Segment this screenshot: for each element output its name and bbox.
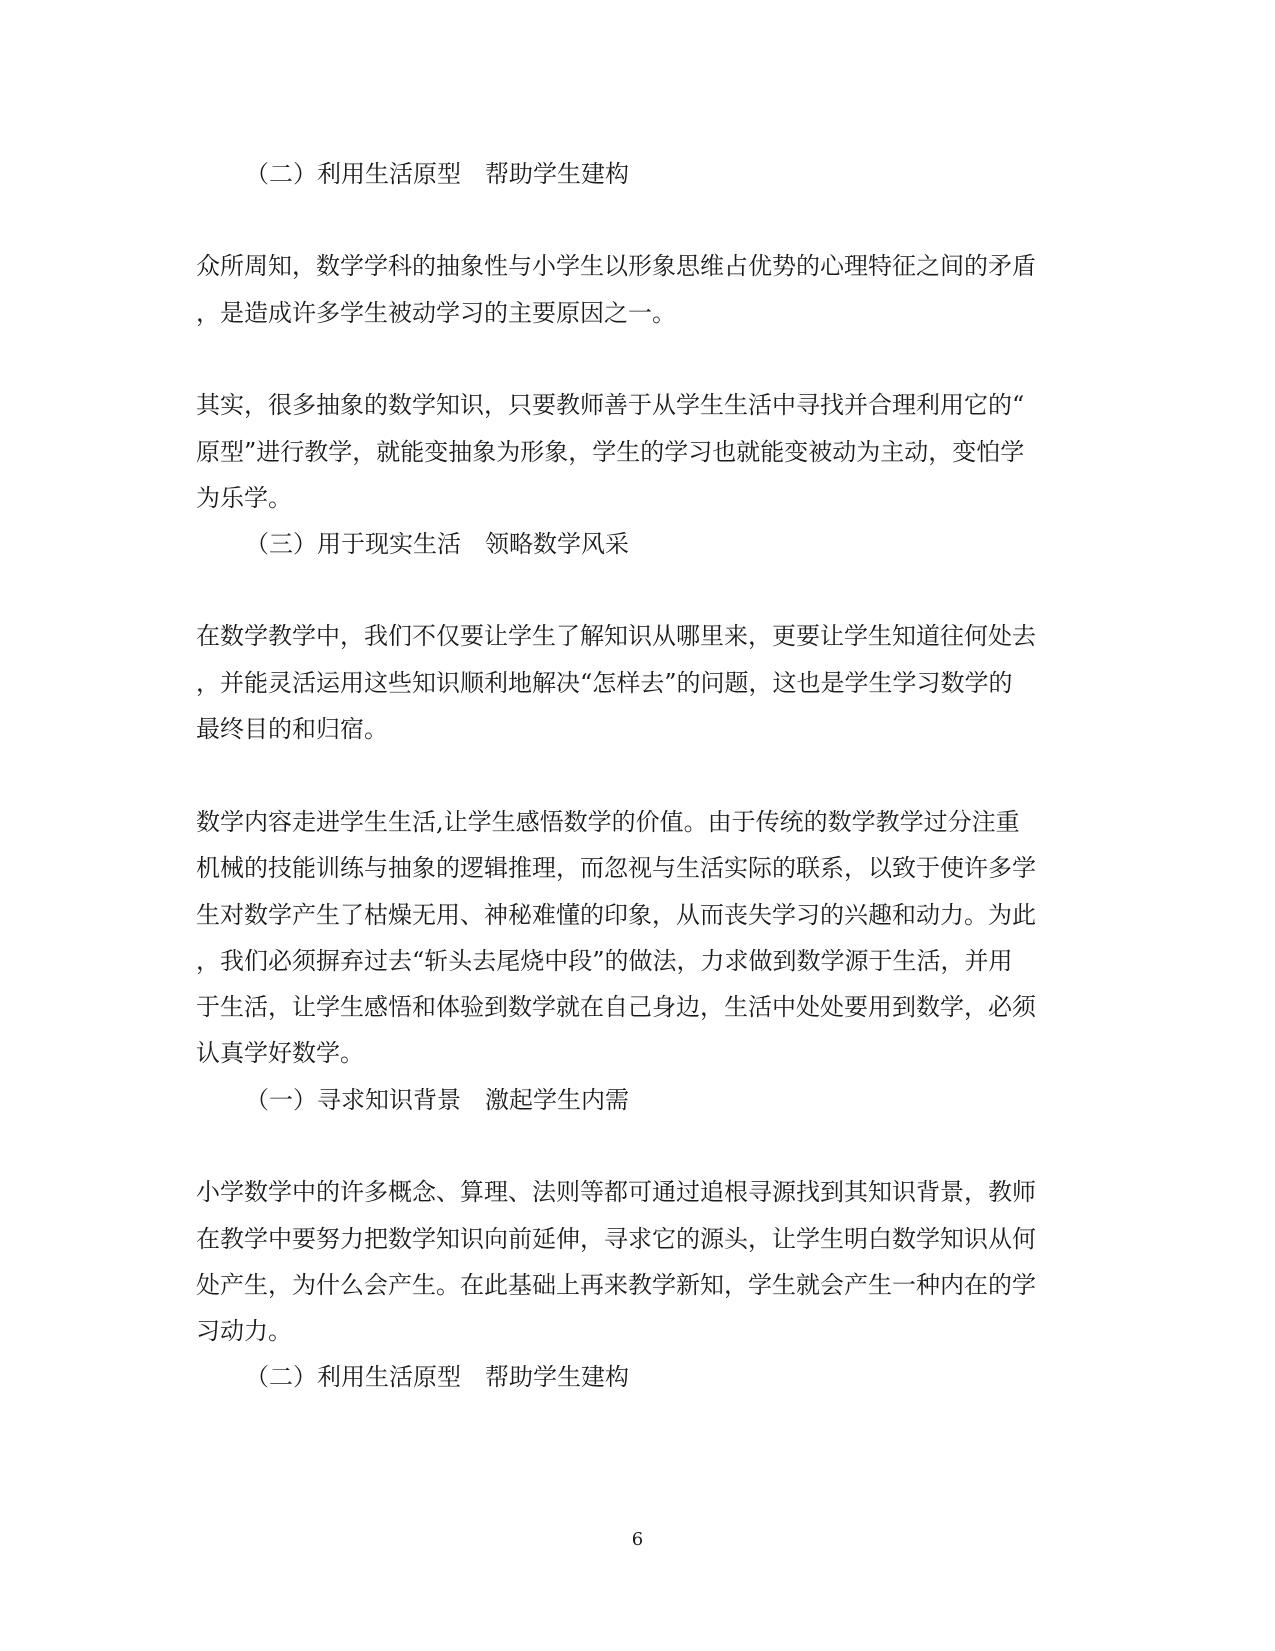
paragraph-line: 机械的技能训练与抽象的逻辑推理，而忽视与生活实际的联系，以致于使许多学 [196,854,1036,882]
section-heading: （三）用于现实生活 领略数学风采 [245,530,629,558]
section-heading: （一）寻求知识背景 激起学生内需 [245,1086,629,1114]
paragraph-line: ，我们必须摒弃过去“斩头去尾烧中段”的做法，力求做到数学源于生活，并用 [196,947,1013,975]
section-heading: （二）利用生活原型 帮助学生建构 [245,160,629,188]
paragraph-line: ，并能灵活运用这些知识顺利地解决“怎样去”的问题，这也是学生学习数学的 [196,669,1013,697]
paragraph-line: 众所周知，数学学科的抽象性与小学生以形象思维占优势的心理特征之间的矛盾 [196,252,1036,280]
paragraph-line: 数学内容走进学生生活,让学生感悟数学的价值。由于传统的数学教学过分注重 [196,808,1020,836]
paragraph-line: 在教学中要努力把数学知识向前延伸，寻求它的源头，让学生明白数学知识从何 [196,1225,1036,1253]
paragraph-line: 其实，很多抽象的数学知识，只要教师善于从学生生活中寻找并合理利用它的“ [196,391,1025,419]
paragraph-line: 为乐学。 [196,484,292,512]
paragraph-line: 生对数学产生了枯燥无用、神秘难懂的印象，从而丧失学习的兴趣和动力。为此 [196,901,1036,929]
paragraph-line: 原型”进行教学，就能变抽象为形象，学生的学习也就能变被动为主动，变怕学 [196,438,1025,466]
paragraph-line: ，是造成许多学生被动学习的主要原因之一。 [196,299,676,327]
paragraph-line: 习动力。 [196,1317,292,1345]
section-heading: （二）利用生活原型 帮助学生建构 [245,1363,629,1391]
paragraph-line: 小学数学中的许多概念、算理、法则等都可通过追根寻源找到其知识背景，教师 [196,1178,1036,1206]
paragraph-line: 于生活，让学生感悟和体验到数学就在自己身边，生活中处处要用到数学，必须 [196,993,1036,1021]
paragraph-line: 在数学教学中，我们不仅要让学生了解知识从哪里来，更要让学生知道往何处去 [196,622,1036,650]
paragraph-line: 认真学好数学。 [196,1039,364,1067]
paragraph-line: 最终目的和归宿。 [196,715,388,743]
page-number: 6 [631,1529,644,1550]
paragraph-line: 处产生，为什么会产生。在此基础上再来教学新知，学生就会产生一种内在的学 [196,1271,1036,1299]
